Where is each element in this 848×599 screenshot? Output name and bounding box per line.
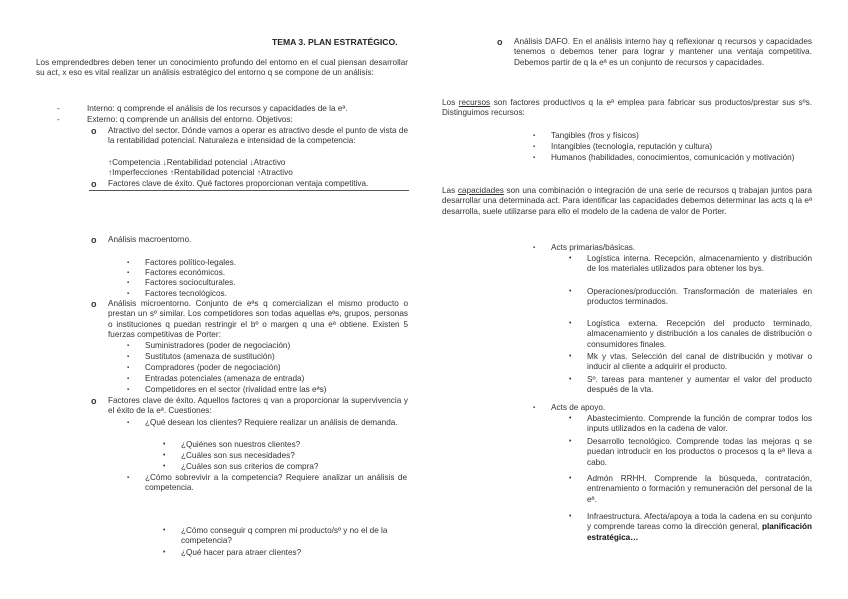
square-bullet-icon: ▪ — [127, 343, 130, 349]
square-bullet-icon: ▪ — [127, 387, 130, 393]
circle-bullet-icon: o — [91, 396, 97, 406]
list-item-apoyo: • Admón RRHH. Comprende la búsqueda, contratación, entrenamiento o formación y remuneración del personal de la eª. — [569, 474, 812, 504]
list-item-primaria: • Operaciones/producción. Transformación de materiales en productos terminados. — [569, 287, 812, 307]
dot-bullet-icon: • — [163, 527, 166, 534]
list-item-factores-clave: o Factores clave de éxito. Qué factores proporcionan ventaja competitiva. — [91, 179, 369, 189]
list-item-acts-apoyo: ▪ Acts de apoyo. — [533, 403, 606, 412]
list-item-primaria: • Logística externa. Recepción del producto terminado, almacenamiento y distribución a los canales de distribución o consumidores finales. — [569, 319, 812, 349]
capacidades-term: capacidades — [457, 186, 504, 195]
dot-bullet-icon: • — [569, 376, 572, 383]
list-item-apoyo: • Abastecimiento. Comprende la función de comprar todos los inputs utilizados en la cadena de valor. — [569, 414, 812, 434]
list-item-primaria: • Logística interna. Recepción, almacenamiento y distribución de los materiales utilizados para obtener los bys. — [569, 254, 812, 274]
capacidades-paragraph: Las capacidades son una combinación o integración de una serie de recursos q trabajan juntos para desarrollar una determinada act. Para identificar las capacidades debemos determinar las acts q la eª desarrolla, suele utilizarse para ello el modelo de la cadena de valor de Porter. — [442, 186, 812, 216]
section-divider — [89, 190, 409, 191]
list-item-porter: ▪ Competidores en el sector (rivalidad entre las eªs) — [127, 385, 327, 394]
list-item-question-competition: ▪ ¿Cómo sobrevivir a la competencia? Requiere analizar un análisis de competencia. — [127, 473, 407, 493]
list-item-recurso: ▪ Humanos (habilidades, conocimientos, comunicación y motivación) — [533, 153, 795, 162]
list-item-macro: ▪ Factores económicos. — [127, 268, 226, 277]
square-bullet-icon: ▪ — [127, 420, 130, 426]
list-item-porter: ▪ Entradas potenciales (amenaza de entrada) — [127, 374, 305, 383]
list-item-macro: ▪ Factores socioculturales. — [127, 278, 236, 287]
list-item-porter: ▪ Sustitutos (amenaza de sustitución) — [127, 352, 275, 361]
list-item-subquestion: • ¿Cómo conseguir q compren mi producto/sº y no el de la competencia? — [163, 526, 388, 546]
square-bullet-icon: ▪ — [127, 260, 130, 266]
dot-bullet-icon: • — [569, 288, 572, 295]
square-bullet-icon: ▪ — [127, 475, 130, 481]
list-item-primaria: • Mk y vtas. Selección del canal de distribución y motivar o inducir al cliente a adquirir el producto. — [569, 352, 812, 372]
square-bullet-icon: ▪ — [127, 291, 130, 297]
arrow-line-competencia: ↑Competencia ↓Rentabilidad potencial ↓Atractivo — [108, 158, 286, 167]
list-item-macro: ▪ Factores político-legales. — [127, 258, 237, 267]
dash-marker: - — [57, 104, 60, 113]
list-item-question-demand: ▪ ¿Qué desean los clientes? Requiere realizar un análisis de demanda. — [127, 418, 398, 427]
square-bullet-icon: ▪ — [127, 365, 130, 371]
list-item-microentorno: o Análisis microentorno. Conjunto de eªs q comercializan el mismo producto o prestan un sº similar. Los competidores son todas aquellas eªs, grupos, personas o instituciones q puedan restringir el bº o margen q una eª obtiene. Existen 5 fuerzas competitivas de Porter: — [91, 299, 408, 340]
list-item-infraestructura: • Infraestructura. Afecta/apoya a toda la cadena en su conjunto y comprende tareas como la dirección general, planificación estratégica… — [569, 512, 812, 542]
dot-bullet-icon: • — [163, 549, 166, 556]
square-bullet-icon: ▪ — [533, 155, 536, 161]
list-item-macroentorno: o Análisis macroentorno. — [91, 235, 192, 245]
list-item-externo: - Externo: q comprende un análisis del entorno. Objetivos: — [57, 115, 293, 124]
square-bullet-icon: ▪ — [127, 376, 130, 382]
list-item-subquestion: • ¿Qué hacer para atraer clientes? — [163, 548, 302, 557]
list-item-atractivo: o Atractivo del sector. Dónde vamos a operar es atractivo desde el punto de vista de la rentabilidad potencial. Naturaleza e intensidad de la competencia: — [91, 126, 408, 146]
dot-bullet-icon: • — [569, 255, 572, 262]
dot-bullet-icon: • — [163, 452, 166, 459]
list-item-porter: ▪ Compradores (poder de negociación) — [127, 363, 281, 372]
list-item-recurso: ▪ Tangibles (fros y físicos) — [533, 131, 639, 140]
dot-bullet-icon: • — [569, 353, 572, 360]
circle-bullet-icon: o — [91, 179, 97, 189]
dot-bullet-icon: • — [569, 475, 572, 482]
intro-paragraph: Los emprendedbres deben tener un conocimiento profundo del entorno en el cual piensan desarrollar su act, x eso es vital realizar un análisis estratégico del entorno q se compone de un análisis: — [36, 58, 408, 78]
square-bullet-icon: ▪ — [127, 270, 130, 276]
list-item-subquestion: • ¿Quiénes son nuestros clientes? — [163, 440, 301, 449]
recursos-paragraph: Los recursos son factores productivos q la eª emplea para fabricar sus productos/prestar sus sºs. Distinguimos recursos: — [442, 98, 813, 118]
list-item-subquestion: • ¿Cuáles son sus necesidades? — [163, 451, 295, 460]
dot-bullet-icon: • — [569, 438, 572, 445]
square-bullet-icon: ▪ — [127, 280, 130, 286]
square-bullet-icon: ▪ — [533, 133, 536, 139]
list-item-macro: ▪ Factores tecnológicos. — [127, 289, 227, 298]
circle-bullet-icon: o — [91, 235, 97, 245]
recursos-term: recursos — [458, 98, 491, 107]
circle-bullet-icon: o — [91, 126, 97, 136]
list-item-apoyo: • Desarrollo tecnológico. Comprende todas las mejoras q se puedan introducir en los productos o procesos q la eª lleva a cabo. — [569, 437, 812, 467]
list-item-factores-clave-exito: o Factores clave de éxito. Aquellos factores q van a proporcionar la supervivencia y el éxito de la eª. Cuestiones: — [91, 396, 408, 416]
square-bullet-icon: ▪ — [533, 245, 536, 251]
dot-bullet-icon: • — [569, 513, 572, 520]
dot-bullet-icon: • — [569, 415, 572, 422]
list-item-primaria: • Sº. tareas para mantener y aumentar el valor del producto después de la vta. — [569, 375, 812, 395]
circle-bullet-icon: o — [497, 37, 503, 47]
square-bullet-icon: ▪ — [533, 405, 536, 411]
dot-bullet-icon: • — [163, 463, 166, 470]
list-item-recurso: ▪ Intangibles (tecnología, reputación y cultura) — [533, 142, 713, 151]
circle-bullet-icon: o — [91, 299, 97, 309]
list-item-porter: ▪ Suministradores (poder de negociación) — [127, 341, 291, 350]
list-item-subquestion: • ¿Cuáles son sus criterios de compra? — [163, 462, 319, 471]
list-item-dafo: o Análisis DAFO. En el análisis interno hay q reflexionar q recursos y capacidades tenemos o debemos tener para lograr y mantener una ventaja competitiva. Debemos partir de q la eª es un conjunto de recursos y capacidades. — [497, 37, 812, 67]
page-title: TEMA 3. PLAN ESTRATÉGICO. — [272, 37, 398, 47]
dash-marker: - — [57, 115, 60, 124]
arrow-line-imperfecciones: ↑Imperfecciones ↑Rentabilidad potencial ↑Atractivo — [108, 168, 293, 177]
bold-emphasis: planificación estratégica… — [587, 522, 812, 542]
list-item-acts-primarias: ▪ Acts primarias/básicas. — [533, 243, 636, 252]
square-bullet-icon: ▪ — [533, 144, 536, 150]
list-item-interno: - Interno: q comprende el análisis de los recursos y capacidades de la eª. — [57, 104, 348, 113]
square-bullet-icon: ▪ — [127, 354, 130, 360]
dot-bullet-icon: • — [163, 441, 166, 448]
dot-bullet-icon: • — [569, 320, 572, 327]
